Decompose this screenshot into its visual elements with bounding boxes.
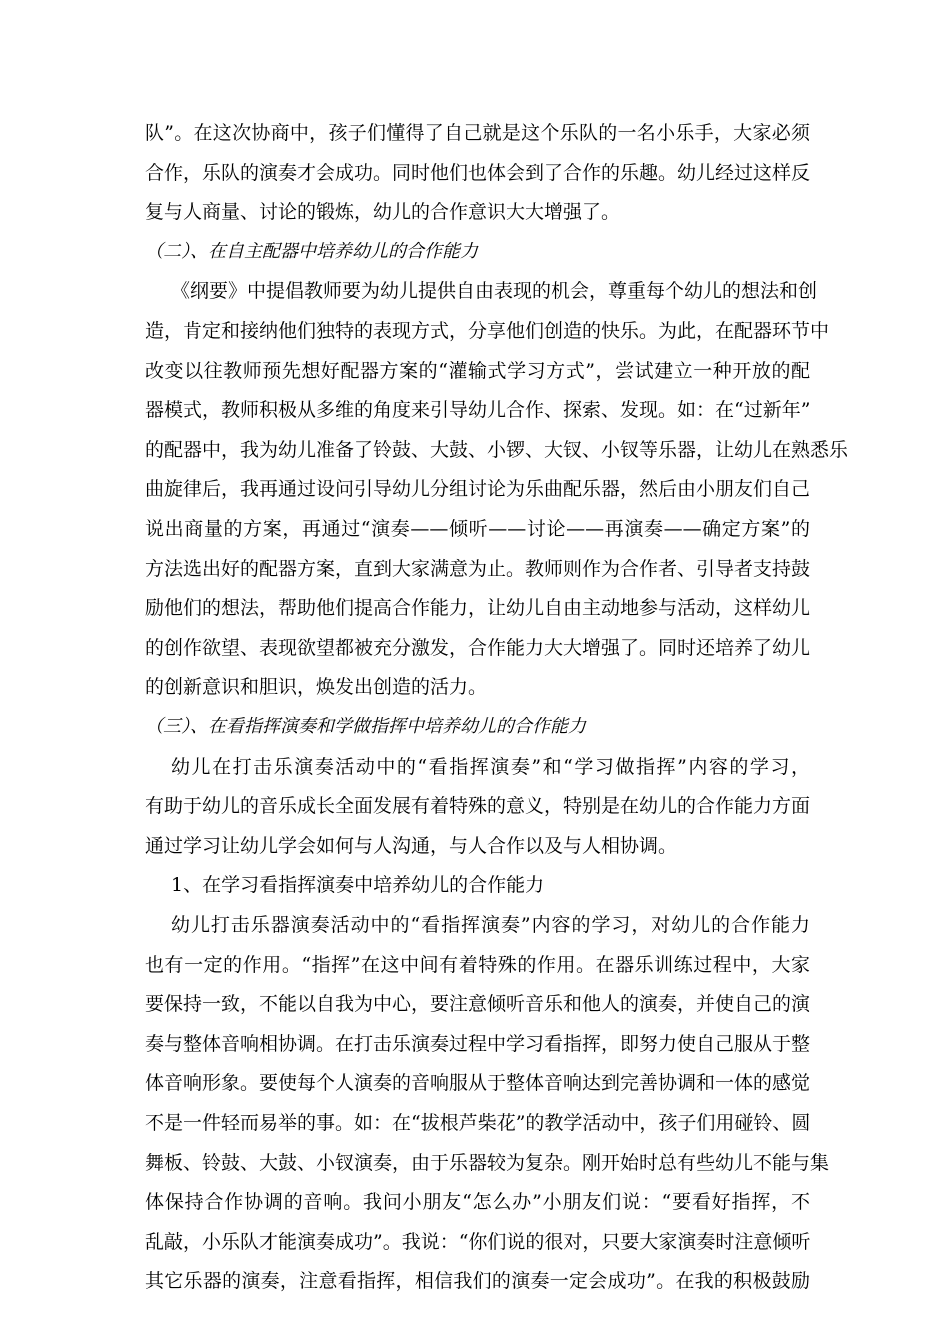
paragraph-line: 体音响形象。要使每个人演奏的音响服从于整体音响达到完善协调和一体的感觉 <box>145 1072 811 1094</box>
paragraph-line: 幼儿在打击乐演奏活动中的“看指挥演奏”和“学习做指挥”内容的学习， <box>171 756 810 778</box>
paragraph-line: 幼儿打击乐器演奏活动中的“看指挥演奏”内容的学习，对幼儿的合作能力 <box>171 914 810 936</box>
paragraph-line: 的配器中，我为幼儿准备了铃鼓、大鼓、小锣、大钗、小钗等乐器，让幼儿在熟悉乐 <box>145 439 849 461</box>
paragraph-line: 奏与整体音响相协调。在打击乐演奏过程中学习看指挥，即努力使自己服从于整 <box>145 1033 811 1055</box>
paragraph-line: 队”。在这次协商中，孩子们懂得了自己就是这个乐队的一名小乐手，大家必须 <box>145 122 810 144</box>
paragraph-line: 励他们的想法，帮助他们提高合作能力，让幼儿自由主动地参与活动，这样幼儿 <box>145 597 811 619</box>
paragraph-line: 乱敲，小乐队才能演奏成功”。我说：“你们说的很对，只要大家演奏时注意倾听 <box>145 1231 811 1253</box>
paragraph-line: 其它乐器的演奏，注意看指挥，相信我们的演奏一定会成功”。在我的积极鼓励 <box>145 1270 810 1292</box>
paragraph-line: 不是一件轻而易举的事。如：在“拔根芦柴花”的教学活动中，孩子们用碰铃、圆 <box>145 1112 811 1134</box>
paragraph-line: 的创新意识和胆识，焕发出创造的活力。 <box>145 676 488 698</box>
paragraph-line: 舞板、铃鼓、大鼓、小钗演奏，由于乐器较为复杂。刚开始时总有些幼儿不能与集 <box>145 1152 830 1174</box>
subsection-heading: 1、在学习看指挥演奏中培养幼儿的合作能力 <box>171 874 545 896</box>
paragraph-line: 的创作欲望、表现欲望都被充分激发，合作能力大大增强了。同时还培养了幼儿 <box>145 637 811 659</box>
paragraph-line: 有助于幼儿的音乐成长全面发展有着特殊的意义，特别是在幼儿的合作能力方面 <box>145 795 811 817</box>
paragraph-line: 改变以往教师预先想好配器方案的“灌输式学习方式”，尝试建立一种开放的配 <box>145 360 810 382</box>
paragraph-line: 造，肯定和接纳他们独特的表现方式，分享他们创造的快乐。为此，在配器环节中 <box>145 320 830 342</box>
section-heading: （三）、在看指挥演奏和学做指挥中培养幼儿的合作能力 <box>145 716 586 737</box>
paragraph-line: 复与人商量、讨论的锻炼，幼儿的合作意识大大增强了。 <box>145 201 621 223</box>
paragraph-line: 说出商量的方案，再通过“演奏——倾听——讨论——再演奏——确定方案”的 <box>145 518 810 540</box>
paragraph-line: 通过学习让幼儿学会如何与人沟通，与人合作以及与人相协调。 <box>145 835 678 857</box>
paragraph-line: 方法选出好的配器方案，直到大家满意为止。教师则作为合作者、引导者支持鼓 <box>145 558 811 580</box>
paragraph-line: 也有一定的作用。“指挥”在这中间有着特殊的作用。在器乐训练过程中，大家 <box>145 954 810 976</box>
section-heading: （二）、在自主配器中培养幼儿的合作能力 <box>145 241 478 262</box>
paragraph-line: 器模式，教师积极从多维的角度来引导幼儿合作、探索、发现。如：在“过新年” <box>145 399 811 421</box>
paragraph-line: 合作，乐队的演奏才会成功。同时他们也体会到了合作的乐趣。幼儿经过这样反 <box>145 162 811 184</box>
paragraph-line: 曲旋律后，我再通过设问引导幼儿分组讨论为乐曲配乐器，然后由小朋友们自己 <box>145 478 811 500</box>
paragraph-line: 《纲要》中提倡教师要为幼儿提供自由表现的机会，尊重每个幼儿的想法和创 <box>171 280 818 302</box>
paragraph-line: 体保持合作协调的音响。我问小朋友“怎么办”小朋友们说：“要看好指挥，不 <box>145 1191 810 1213</box>
paragraph-line: 要保持一致，不能以自我为中心，要注意倾听音乐和他人的演奏，并使自己的演 <box>145 993 811 1015</box>
